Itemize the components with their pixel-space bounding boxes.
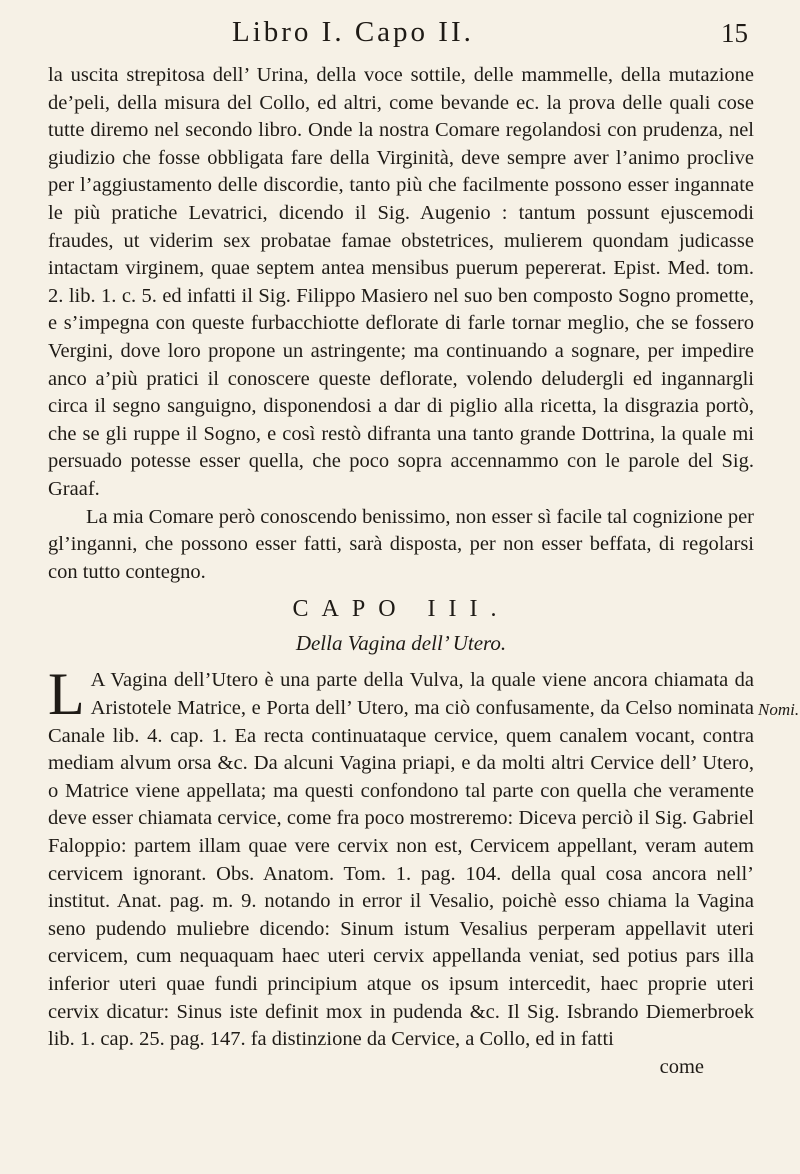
paragraph-vagina-description — [48, 661, 754, 1053]
paragraph-virginity-judgement: la uscita strepitosa dell’ Urina, della voce sottile, delle mammelle, della mutazione de’peli, della misura del Collo, ed altri, come bevande ec. la prova delle quali cose tutte diremo nel secondo libro. Onde la nostra Comare regolandosi con prudenza, nel giudizio che fosse obbligata fare della Virginità, deve sempre aver l’animo proclive per l’aggiustamento delle discordie, tanto più che facilmente possono esser ingannate le più pratiche Levatrici, dicendo il Sig. Augenio : tantum possunt ejuscemodi fraudes, ut viderim sex probatae famae obstetrices, mulierem quondam judicasse intactam virginem, quae septem antea mensibus puerum pepererat. Epist. Med. tom. 2. lib. 1. c. 5. ed infatti il Sig. Filippo Masiero nel suo ben composto Sogno promette, e s’impegna con queste furbacchiotte deflorate di farle tornar meglio, che se fossero Vergini, dove loro propone un astringente; ma continuando a sognare, per impedire anco a’più pratici il conoscere queste deflorate, volendo deludergli ed ingannargli circa il segno sanguigno, disponendosi a dar di piglio alla ricetta, la disgrazia portò, che se gli ruppe il Sogno, e così restò difranta una tanto grande Dottrina, la quale mi persuado potesse esser quella, che poco sopra accennammo con le parole del Sig. Graaf. — [48, 64, 754, 500]
margin-note: Nomi. — [758, 700, 800, 719]
catchword: come — [659, 1055, 704, 1078]
chapter-heading: CAPO III. — [292, 596, 510, 623]
paragraph-comare-conduct: La mia Comare però conoscendo benissimo, non esser sì facile tal cognizione per gl’inganni, che possono esser fatti, sarà disposta, per non esser beffata, di regolarsi con tutto contegno. — [48, 505, 754, 583]
paragraph-vagina-text: A Vagina dell’Utero è una parte della Vulva, la quale viene ancora chiamata da Aristotele Matrice, e Porta dell’ Utero, ma ciò confusamente, da Celso nominata Canale lib. 4. cap. 1. Ea recta continuataque cervice, quem canalem vocant, contra mediam alvum orsa &c. Da alcuni Vagina priapi, e da molti altri Cervice dell’ Utero, o Matrice viene appellata; ma questi confondono tal parte con quella che veramente deve esser chiamata cervice, come fra poco mostreremo: Diceva perciò il Sig. Gabriel Faloppio: partem illam quae vere cervix non est, Cervicem appellant, veram autem cervicem ignorant. Obs. Anatom. Tom. 1. pag. 104. della qual cosa ancora nell’ institut. Anat. pag. m. 9. notando in error il Vesalio, poichè esso chiama la Vagina seno pudendo muliebre dicendo: Sinum istum Vesalius perperam appellavit uteri cervicem, cum nequaquam haec uteri cervix appellanda veniat, sed potius pars illa inferior uteri quae fundi principium atque os ipsum intercedit, haec proprie uteri cervix dicatur: Sinus iste definit mox in pudenda &c. Il Sig. Isbrando Diemerbroek lib. 1. cap. 25. pag. 147. fa distinzione da Cervice, a Collo, ed in fatti — [48, 669, 754, 1051]
chapter-subtitle: Della Vagina dell’ Utero. — [295, 630, 507, 655]
drop-cap: L — [48, 661, 85, 728]
body-text — [48, 62, 754, 1081]
running-head: Libro I. Capo II. — [232, 16, 474, 48]
page-number: 15 — [721, 18, 748, 48]
